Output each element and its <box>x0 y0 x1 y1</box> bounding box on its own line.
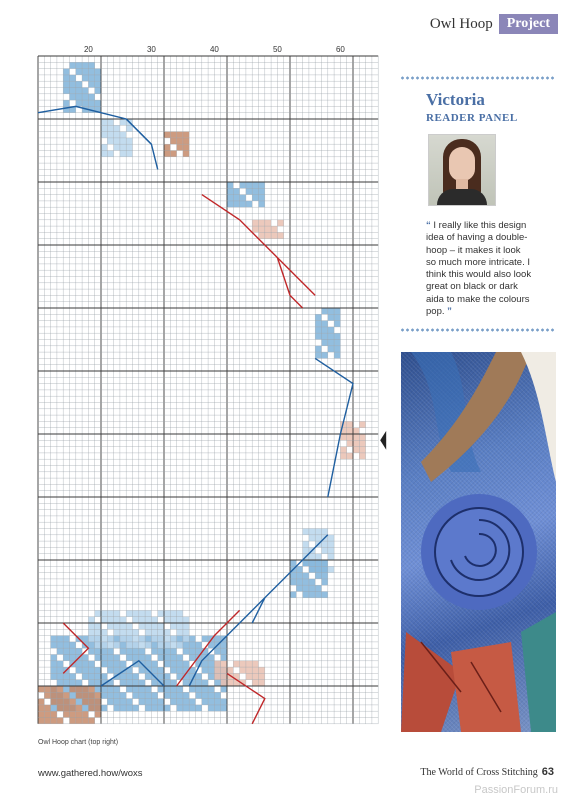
footer-magazine <box>420 766 554 778</box>
column-label: 50 <box>272 45 282 54</box>
reader-quote <box>426 220 532 318</box>
reader-quote-text: I really like this design idea of having a double-hoop – it makes it look so much more intricate. I think this would also look great on black or dark aida to make the colours pop. <box>426 220 532 318</box>
column-label: 30 <box>146 45 156 54</box>
footer-url: www.gathered.how/woxs <box>38 768 143 779</box>
section-title: Owl Hoop <box>429 16 493 32</box>
panel-bottom-rule <box>400 328 556 332</box>
watermark: PassionForum.ru <box>474 784 558 796</box>
reader-name: Victoria <box>426 90 485 109</box>
magazine-title: The World of Cross Stitching <box>420 767 538 778</box>
column-label: 40 <box>209 45 219 54</box>
open-quote-icon: “ <box>426 220 431 231</box>
column-label: 20 <box>83 45 93 54</box>
reader-panel <box>400 76 556 332</box>
stitched-detail-photo <box>401 352 556 732</box>
column-label: 60 <box>335 45 345 54</box>
cross-stitch-chart <box>36 42 388 732</box>
chart-grid <box>36 42 388 732</box>
page-number: 63 <box>541 766 554 778</box>
panel-top-rule <box>400 76 556 80</box>
section-badge: Project <box>499 14 558 34</box>
chart-caption: Owl Hoop chart (top right) <box>38 739 119 746</box>
reader-portrait <box>428 134 496 206</box>
close-quote-icon: ” <box>447 306 452 318</box>
section-header <box>426 14 558 34</box>
reader-panel-label: READER PANEL <box>426 112 518 124</box>
centre-arrow-icon <box>380 431 386 450</box>
